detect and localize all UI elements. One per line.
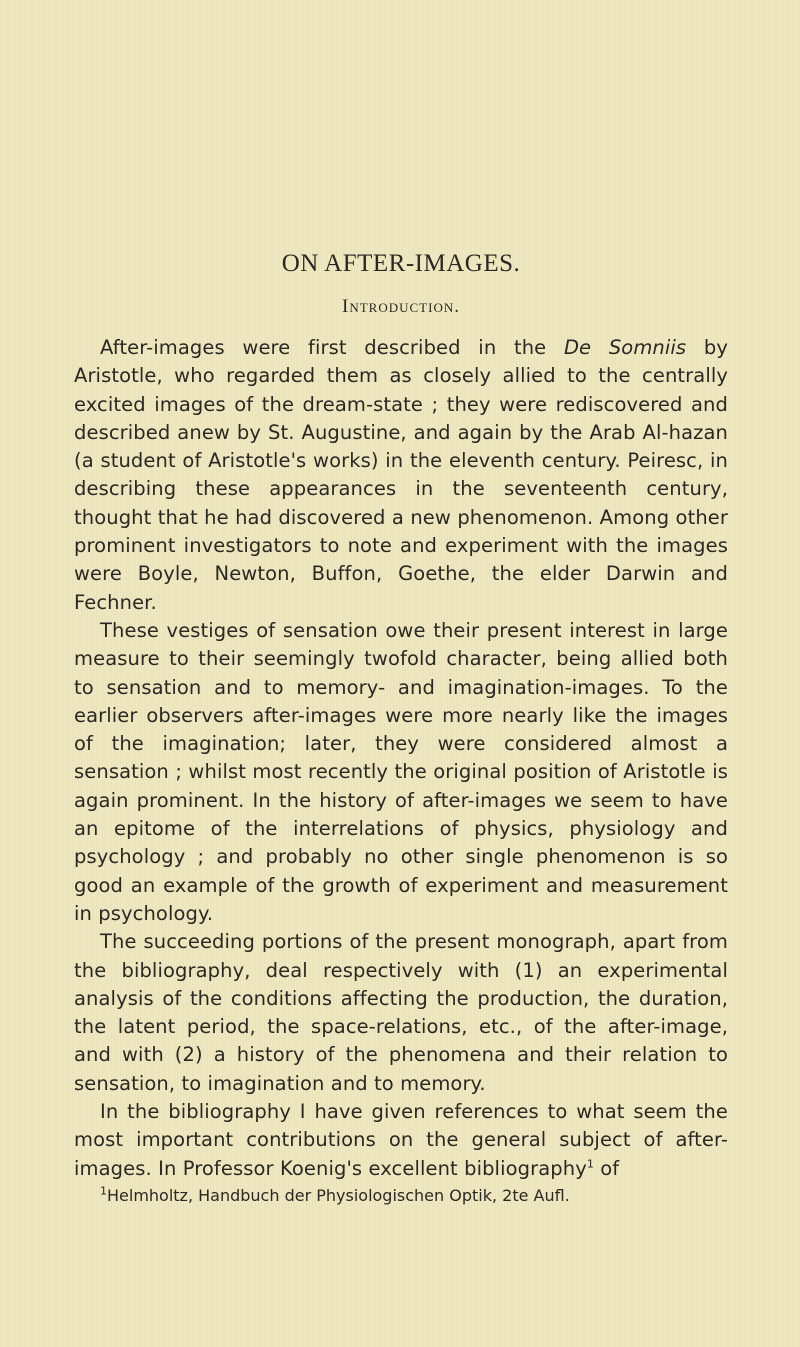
body-text xyxy=(74,334,728,1183)
paragraph-1 xyxy=(74,334,728,617)
paragraph-1-rest: by Aristotle, who regarded them as closely allied to the centrally excited images of the dream-state ; they were rediscovered and described anew by St. Augustine, and again by the Arab Al-hazan (a student of Aristotle's works) in the eleventh century. Peiresc, in describing these appearances in the seventeenth century, thought that he had discovered a new phenomenon. Among other prominent investigators to note and experiment with the images were Boyle, Newton, Buffon, Goethe, the elder Darwin and Fechner. xyxy=(74,336,728,614)
document-page xyxy=(74,250,728,1207)
section-heading: Introduction. xyxy=(342,296,460,317)
footnote-reference: 1 xyxy=(586,1157,594,1171)
paragraph-4 xyxy=(74,1098,728,1183)
page-title: ON AFTER-IMAGES. xyxy=(281,250,521,277)
footnote xyxy=(100,1185,728,1207)
paragraph-3: The succeeding portions of the present monograph, apart from the bibliography, deal respectively with (1) an experimental analysis of the conditions affecting the production, the duration, the latent period, the space-relations, etc., of the after-image, and with (2) a history of the phenomena and their relation to sensation, to imagination and to memory. xyxy=(74,930,728,1095)
footnote-mark: 1 xyxy=(100,1184,107,1198)
book-title-italic: De Somniis xyxy=(563,336,687,359)
paragraph-4-tail: of xyxy=(593,1156,620,1180)
paragraph-4-text: In the bibliography I have given references to what seem the most important contributions on the general subject of after-images. In Professor Koenig's excellent bibliography xyxy=(74,1100,728,1180)
paragraph-2: These vestiges of sensation owe their present interest in large measure to their seemingly twofold character, being allied both to sensation and to memory- and imagination-images. To the earlier observers after-images were more nearly like the images of the imagination; later, they were considered almost a sensation ; whilst most recently the original position of Aristotle is again prominent. In the history of after-images we seem to have an epitome of the interrelations of physics, physiology and psychology ; and probably no other single phenomenon is so good an example of the growth of experiment and measurement in psychology. xyxy=(74,618,728,925)
paragraph-1-start: After-images were first described in the xyxy=(100,336,564,359)
footnote-text: Helmholtz, Handbuch der Physiologischen Optik, 2te Aufl. xyxy=(107,1185,570,1205)
